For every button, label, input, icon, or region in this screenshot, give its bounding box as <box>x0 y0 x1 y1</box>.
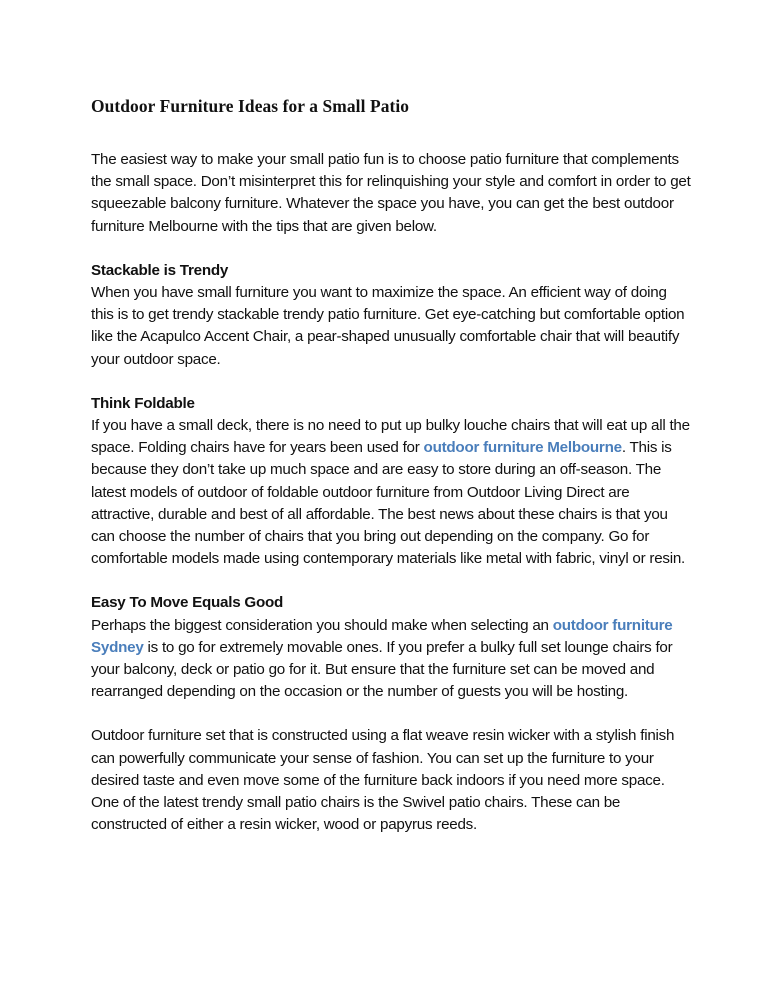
section-stackable <box>91 260 691 371</box>
section-body-text: Perhaps the biggest consideration you should make when selecting an <box>91 616 553 634</box>
section-body-text: If you have a small deck, there is no need to put up bulky louche chairs that will eat up all the space. Folding chairs have for years been used for <box>91 417 690 457</box>
closing-section <box>91 725 691 836</box>
outdoor-furniture-sydney-link[interactable]: outdoor furniture Sydney <box>91 616 673 656</box>
section-body <box>91 415 691 570</box>
closing-paragraph: Outdoor furniture set that is constructed using a flat weave resin wicker with a stylish finish can powerfully communicate your sense of fashion. You can set up the furniture to your desired taste and even move some of the furniture back indoors if you need more space. <box>91 727 675 789</box>
section-foldable <box>91 393 691 571</box>
section-body-text: is to go for extremely movable ones. If you prefer a bulky full set lounge chairs for your balcony, deck or patio go for it. But ensure that the furniture set can be moved and rearranged depending on the occasion or the number of guests you will be hosting. <box>91 638 673 701</box>
section-body <box>91 615 691 704</box>
section-body: When you have small furniture you want to maximize the space. An efficient way of doing this is to get trendy stackable trendy patio furniture. Get eye-catching but comfortable option like the Acapulco Accent Chair, a pear-shaped unusually comfortable chair that will beautify your outdoor space. <box>91 284 685 368</box>
section-heading: Think Foldable <box>91 394 195 412</box>
section-heading: Stackable is Trendy <box>91 261 229 279</box>
document-page <box>91 94 691 836</box>
outdoor-furniture-melbourne-link[interactable]: outdoor furniture Melbourne <box>423 439 622 457</box>
section-heading: Easy To Move Equals Good <box>91 594 284 612</box>
section-easy-to-move <box>91 592 691 703</box>
document-title: Outdoor Furniture Ideas for a Small Patio <box>91 96 410 116</box>
intro-paragraph: The easiest way to make your small patio fun is to choose patio furniture that complements the small space. Don’t misinterpret this for relinquishing your style and comfort in order to get squeezable balcony furniture. Whatever the space you have, you can get the best outdoor furniture Melbourne with the tips that are given below. <box>91 151 691 235</box>
section-body-text: . This is because they don’t take up much space and are easy to store during an off-season. The latest models of outdoor of foldable outdoor furniture from Outdoor Living Direct are attractive, durable and best of all affordable. The best news about these chairs is that you can choose the number of chairs that you bring out depending on the company. Go for comfortable models made using contemporary materials like metal with fabric, vinyl or resin. <box>91 439 686 568</box>
closing-paragraph: One of the latest trendy small patio chairs is the Swivel patio chairs. These can be constructed of either a resin wicker, wood or papyrus reeds. <box>91 794 621 834</box>
